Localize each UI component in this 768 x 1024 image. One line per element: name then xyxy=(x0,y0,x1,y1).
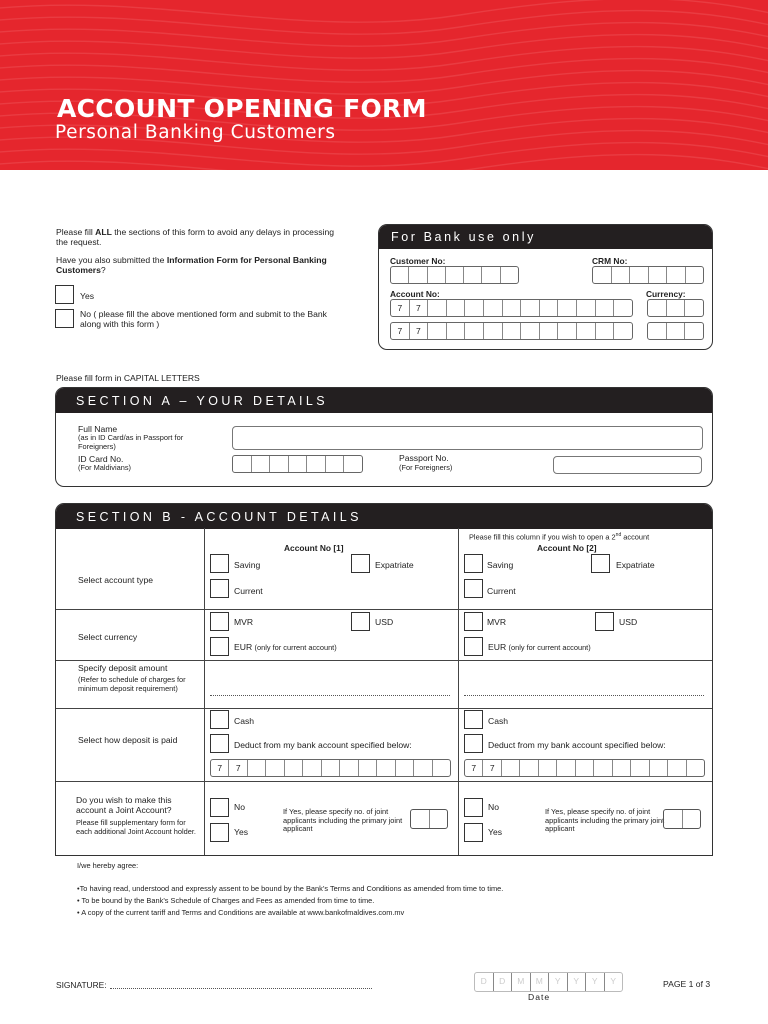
mvr-checkbox-2[interactable] xyxy=(464,612,483,631)
current-label-2: Current xyxy=(487,586,516,596)
bank-use-title: For Bank use only xyxy=(379,225,712,249)
deduct-account-field-1[interactable]: 7 7 xyxy=(210,759,451,777)
id-card-label: ID Card No. xyxy=(78,454,124,464)
expatriate-checkbox-1[interactable] xyxy=(351,554,370,573)
yes-checkbox[interactable] xyxy=(55,285,74,304)
page-number: PAGE 1 of 3 xyxy=(663,979,711,989)
yes-label: Yes xyxy=(80,291,95,301)
form-title: ACCOUNT OPENING FORM xyxy=(57,94,427,123)
account-type-label: Select account type xyxy=(78,575,154,585)
usd-checkbox-2[interactable] xyxy=(595,612,614,631)
joint-yes-checkbox-1[interactable] xyxy=(210,823,229,842)
form-subtitle: Personal Banking Customers xyxy=(55,122,336,143)
id-card-input[interactable] xyxy=(232,455,363,473)
agreement-item: • To be bound by the Bank’s Schedule of Charges and Fees as amended from time to time. xyxy=(77,896,375,905)
date-label: Date xyxy=(528,992,551,1002)
saving-label-2: Saving xyxy=(487,560,514,570)
account-no-field-1[interactable]: 7 7 xyxy=(390,299,633,317)
current-checkbox-2[interactable] xyxy=(464,579,483,598)
expatriate-label-1: Expatriate xyxy=(375,560,414,570)
deduct-checkbox-1[interactable] xyxy=(210,734,229,753)
joint-yes-label-2: Yes xyxy=(488,827,503,837)
joint-no-label-1: No xyxy=(234,802,245,812)
section-a xyxy=(55,387,713,487)
deposit-paid-label: Select how deposit is paid xyxy=(78,735,178,745)
usd-checkbox-1[interactable] xyxy=(351,612,370,631)
deduct-label-1: Deduct from my bank account specified below: xyxy=(234,740,412,750)
eur-checkbox-1[interactable] xyxy=(210,637,229,656)
full-name-hint: (as in ID Card/as in Passport for Foreigners) xyxy=(78,433,184,451)
joint-no-checkbox-1[interactable] xyxy=(210,798,229,817)
currency-field-2[interactable] xyxy=(647,322,704,340)
current-checkbox-1[interactable] xyxy=(210,579,229,598)
deduct-label-2: Deduct from my bank account specified below: xyxy=(488,740,666,750)
signature-label: SIGNATURE: xyxy=(56,980,107,990)
account-1-heading: Account No [1] xyxy=(284,543,344,553)
saving-label-1: Saving xyxy=(234,560,261,570)
cash-label-2: Cash xyxy=(488,716,509,726)
joint-account-hint: Please fill supplementary form for each additional Joint Account holder. xyxy=(76,818,196,836)
deposit-amount-field-2[interactable] xyxy=(464,695,704,696)
expatriate-checkbox-2[interactable] xyxy=(591,554,610,573)
agreement-intro: I/we hereby agree: xyxy=(77,861,139,870)
saving-checkbox-1[interactable] xyxy=(210,554,229,573)
deposit-amount-hint: (Refer to schedule of charges for minimum deposit requirement) xyxy=(78,675,186,693)
section-b-title: SECTION B - ACCOUNT DETAILS xyxy=(56,504,712,529)
customer-no-field[interactable] xyxy=(390,266,519,284)
eur-label-1: EUR (only for current account) xyxy=(234,642,337,652)
no-checkbox[interactable] xyxy=(55,309,74,328)
agreement-item: • A copy of the current tariff and Terms and Conditions are available at www.bankofmaldives.com.mv xyxy=(77,908,405,917)
joint-no-checkbox-2[interactable] xyxy=(464,798,483,817)
account-no-label: Account No: xyxy=(390,289,440,299)
mvr-label-1: MVR xyxy=(234,617,254,627)
crm-no-field[interactable] xyxy=(592,266,704,284)
usd-label-1: USD xyxy=(375,617,394,627)
agreement-item: •To having read, understood and expressly assent to be bound by the Bank’s Terms and Conditions as amended from time to time. xyxy=(77,884,504,893)
mvr-label-2: MVR xyxy=(487,617,507,627)
cash-checkbox-1[interactable] xyxy=(210,710,229,729)
signature-line[interactable] xyxy=(110,988,372,989)
deduct-account-field-2[interactable]: 7 7 xyxy=(464,759,705,777)
usd-label-2: USD xyxy=(619,617,638,627)
eur-checkbox-2[interactable] xyxy=(464,637,483,656)
currency-select-label: Select currency xyxy=(78,632,138,642)
cash-label-1: Cash xyxy=(234,716,255,726)
currency-field-1[interactable] xyxy=(647,299,704,317)
joint-specify-2: If Yes, please specify no. of joint applicants including the primary joint applicant xyxy=(545,807,665,833)
joint-specify-1: If Yes, please specify no. of joint applicants including the primary joint applicant xyxy=(283,807,403,833)
joint-yes-label-1: Yes xyxy=(234,827,249,837)
id-card-hint: (For Maldivians) xyxy=(78,463,131,472)
joint-no-label-2: No xyxy=(488,802,499,812)
bank-use-box xyxy=(378,224,713,350)
deposit-amount-label: Specify deposit amount xyxy=(78,663,168,673)
passport-hint: (For Foreigners) xyxy=(399,463,453,472)
account-no-field-2[interactable]: 7 7 xyxy=(390,322,633,340)
section-a-title: SECTION A – YOUR DETAILS xyxy=(56,388,712,413)
wave-pattern xyxy=(0,0,768,170)
full-name-label: Full Name xyxy=(78,424,118,434)
submitted-question: Have you also submitted the Information Form for Personal Banking Customers? xyxy=(56,255,327,275)
account-2-note: Please fill this column if you wish to open a 2nd account xyxy=(469,532,650,542)
saving-checkbox-2[interactable] xyxy=(464,554,483,573)
joint-count-field-2[interactable] xyxy=(663,809,701,829)
date-field[interactable]: D D M M Y Y Y Y xyxy=(474,972,623,992)
deduct-checkbox-2[interactable] xyxy=(464,734,483,753)
joint-yes-checkbox-2[interactable] xyxy=(464,823,483,842)
expatriate-label-2: Expatriate xyxy=(616,560,655,570)
no-label: No ( please fill the above mentioned form and submit to the Bank along with this form ) xyxy=(80,309,327,329)
joint-count-field-1[interactable] xyxy=(410,809,448,829)
current-label-1: Current xyxy=(234,586,263,596)
capital-letters-note: Please fill form in CAPITAL LETTERS xyxy=(56,373,200,383)
deposit-amount-field-1[interactable] xyxy=(210,695,450,696)
joint-account-label: Do you wish to make this account a Joint Account? xyxy=(76,795,172,815)
header-banner xyxy=(0,0,768,170)
fill-all-note: Please fill ALL the sections of this form to avoid any delays in processing the request. xyxy=(56,227,335,247)
passport-input[interactable] xyxy=(553,456,702,474)
cash-checkbox-2[interactable] xyxy=(464,710,483,729)
full-name-input[interactable] xyxy=(232,426,703,450)
currency-label: Currency: xyxy=(646,289,686,299)
section-b xyxy=(55,503,713,856)
crm-no-label: CRM No: xyxy=(592,256,628,266)
passport-label: Passport No. xyxy=(399,453,449,463)
eur-label-2: EUR (only for current account) xyxy=(488,642,591,652)
mvr-checkbox-1[interactable] xyxy=(210,612,229,631)
account-2-heading: Account No [2] xyxy=(537,543,597,553)
customer-no-label: Customer No: xyxy=(390,256,446,266)
